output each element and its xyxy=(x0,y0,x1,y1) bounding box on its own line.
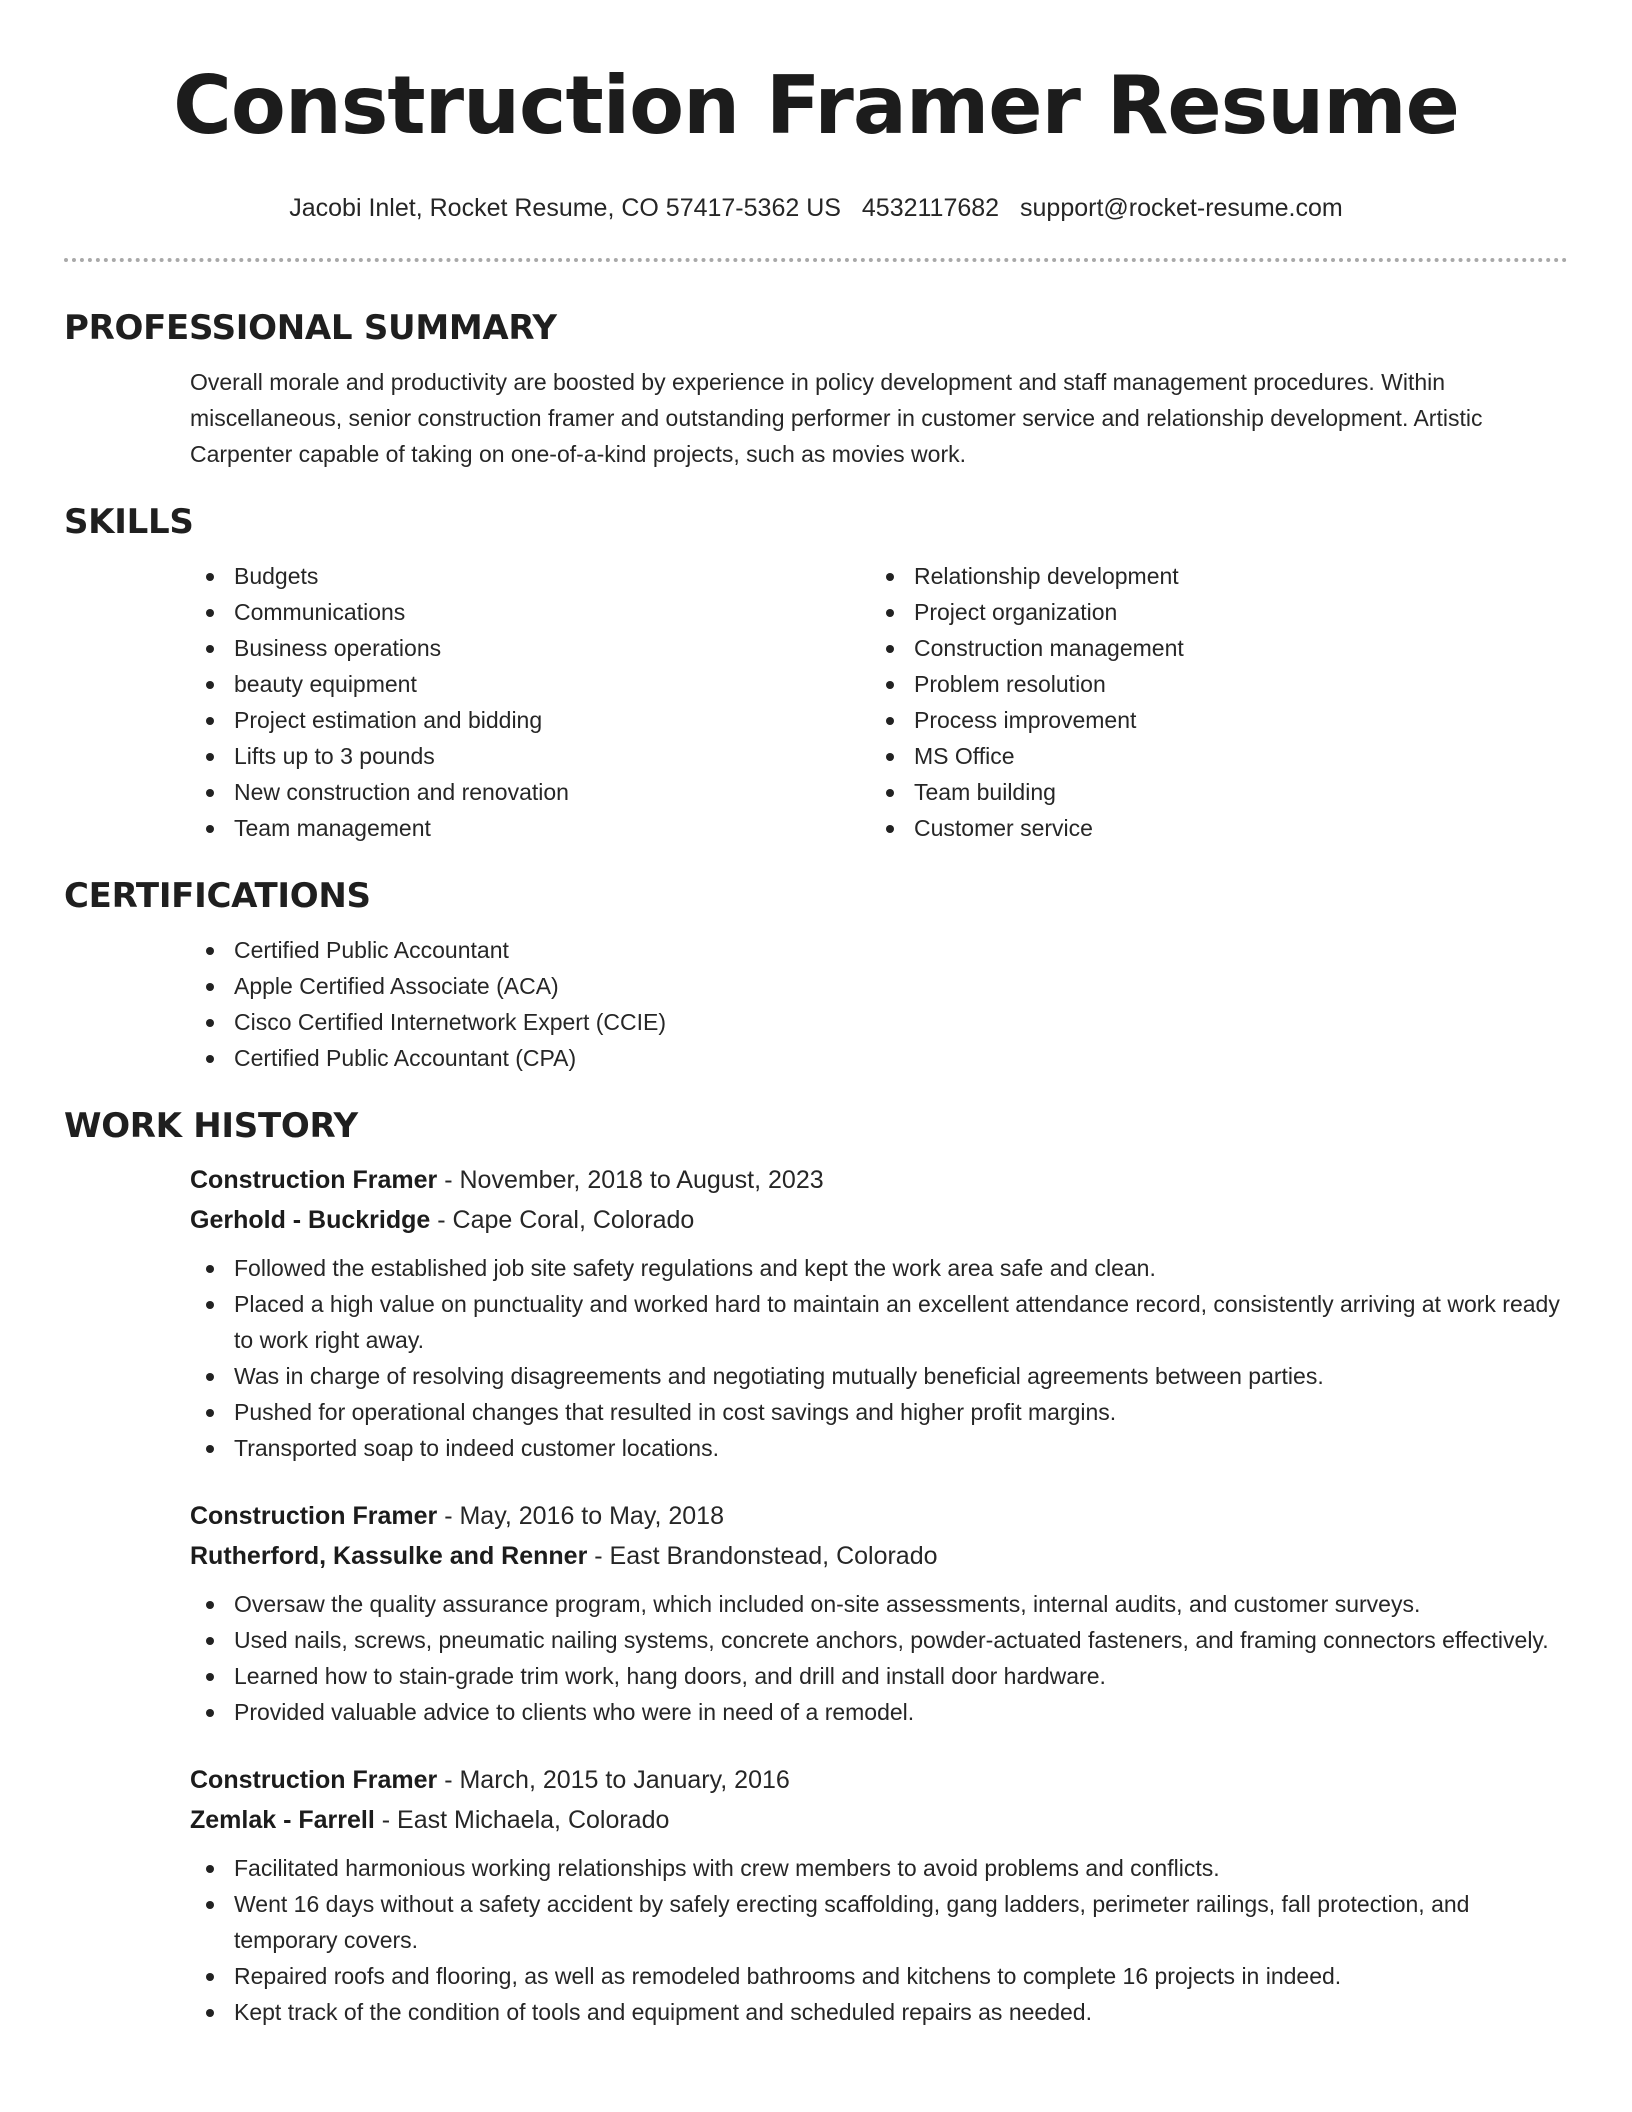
skill-item: Team building xyxy=(870,774,1550,810)
job-bullet: Repaired roofs and flooring, as well as remodeled bathrooms and kitchens to complete 16 projects in indeed. xyxy=(190,1958,1568,1994)
skill-item: New construction and renovation xyxy=(190,774,870,810)
certification-item: Certified Public Accountant xyxy=(190,932,1568,968)
skill-item: Construction management xyxy=(870,630,1550,666)
contact-address: Jacobi Inlet, Rocket Resume, CO 57417-5362 US xyxy=(289,194,841,222)
job-bullet-list xyxy=(190,1586,1568,1730)
skill-item: Business operations xyxy=(190,630,870,666)
job-entry xyxy=(190,1496,1568,1730)
skill-item: Relationship development xyxy=(870,558,1550,594)
skill-item: Problem resolution xyxy=(870,666,1550,702)
summary-text: Overall morale and productivity are boosted by experience in policy development and staff management procedures. Within miscellaneous, senior construction framer and outstanding performer in customer service and relationship development. Artistic Carpenter capable of taking on one-of-a-kind projects, such as movies work. xyxy=(190,369,1483,467)
skill-item: MS Office xyxy=(870,738,1550,774)
skill-item: Budgets xyxy=(190,558,870,594)
job-location: - East Michaela, Colorado xyxy=(374,1806,670,1834)
job-bullet: Transported soap to indeed customer locations. xyxy=(190,1430,1568,1466)
contact-email: support@rocket-resume.com xyxy=(1020,194,1343,222)
certifications-section xyxy=(64,876,1568,1076)
certification-item: Certified Public Accountant (CPA) xyxy=(190,1040,1568,1076)
job-title-line xyxy=(190,1160,1568,1200)
skills-list-right xyxy=(870,558,1550,846)
job-company: Rutherford, Kassulke and Renner xyxy=(190,1542,588,1570)
job-bullet: Kept track of the condition of tools and equipment and scheduled repairs as needed. xyxy=(190,1994,1568,2030)
job-company: Zemlak - Farrell xyxy=(190,1806,375,1834)
skill-item: beauty equipment xyxy=(190,666,870,702)
contact-line xyxy=(64,192,1568,224)
job-company: Gerhold - Buckridge xyxy=(190,1206,431,1234)
job-bullet: Used nails, screws, pneumatic nailing systems, concrete anchors, powder-actuated fasteners, and framing connectors effectively. xyxy=(190,1622,1568,1658)
job-location: - Cape Coral, Colorado xyxy=(430,1206,695,1234)
job-bullet: Was in charge of resolving disagreements and negotiating mutually beneficial agreements between parties. xyxy=(190,1358,1568,1394)
skills-heading: SKILLS xyxy=(64,502,194,542)
resume-title: Construction Framer Resume xyxy=(173,59,1459,152)
work-history-heading: WORK HISTORY xyxy=(64,1106,358,1146)
skill-item: Customer service xyxy=(870,810,1550,846)
job-dates: - November, 2018 to August, 2023 xyxy=(437,1166,824,1194)
job-title: Construction Framer xyxy=(190,1502,438,1530)
job-bullet: Went 16 days without a safety accident by safely erecting scaffolding, gang ladders, perimeter railings, fall protection, and temporary covers. xyxy=(190,1886,1568,1958)
certification-item: Apple Certified Associate (ACA) xyxy=(190,968,1568,1004)
job-location: - East Brandonstead, Colorado xyxy=(587,1542,938,1570)
job-title-line xyxy=(190,1496,1568,1536)
summary-heading: PROFESSIONAL SUMMARY xyxy=(64,308,557,348)
work-history-section xyxy=(64,1106,1568,2030)
skill-item: Communications xyxy=(190,594,870,630)
job-bullet: Facilitated harmonious working relationships with crew members to avoid problems and conflicts. xyxy=(190,1850,1568,1886)
job-title: Construction Framer xyxy=(190,1166,438,1194)
job-entry xyxy=(190,1760,1568,2030)
skill-item: Project estimation and bidding xyxy=(190,702,870,738)
job-bullet-list xyxy=(190,1850,1568,2030)
job-company-line xyxy=(190,1200,1568,1240)
skill-item: Project organization xyxy=(870,594,1550,630)
job-title-line xyxy=(190,1760,1568,1800)
job-bullet: Pushed for operational changes that resulted in cost savings and higher profit margins. xyxy=(190,1394,1568,1430)
job-company-line xyxy=(190,1536,1568,1576)
job-dates: - March, 2015 to January, 2016 xyxy=(437,1766,790,1794)
skill-item: Process improvement xyxy=(870,702,1550,738)
skill-item: Lifts up to 3 pounds xyxy=(190,738,870,774)
job-dates: - May, 2016 to May, 2018 xyxy=(437,1502,724,1530)
certifications-list xyxy=(190,932,1568,1076)
job-bullet: Oversaw the quality assurance program, which included on-site assessments, internal audits, and customer surveys. xyxy=(190,1586,1568,1622)
skill-item: Team management xyxy=(190,810,870,846)
certifications-heading: CERTIFICATIONS xyxy=(64,876,371,916)
job-bullet: Followed the established job site safety regulations and kept the work area safe and clean. xyxy=(190,1250,1568,1286)
job-bullet: Learned how to stain-grade trim work, hang doors, and drill and install door hardware. xyxy=(190,1658,1568,1694)
certification-item: Cisco Certified Internetwork Expert (CCIE) xyxy=(190,1004,1568,1040)
job-bullet: Placed a high value on punctuality and worked hard to maintain an excellent attendance record, consistently arriving at work ready to work right away. xyxy=(190,1286,1568,1358)
job-bullet: Provided valuable advice to clients who were in need of a remodel. xyxy=(190,1694,1568,1730)
job-company-line xyxy=(190,1800,1568,1840)
job-title: Construction Framer xyxy=(190,1766,438,1794)
contact-phone: 4532117682 xyxy=(861,194,1000,222)
job-bullet-list xyxy=(190,1250,1568,1466)
header-divider xyxy=(64,258,1568,262)
skills-section xyxy=(64,502,1568,846)
job-entry xyxy=(190,1160,1568,1466)
skills-list-left xyxy=(190,558,870,846)
summary-section xyxy=(64,308,1568,472)
